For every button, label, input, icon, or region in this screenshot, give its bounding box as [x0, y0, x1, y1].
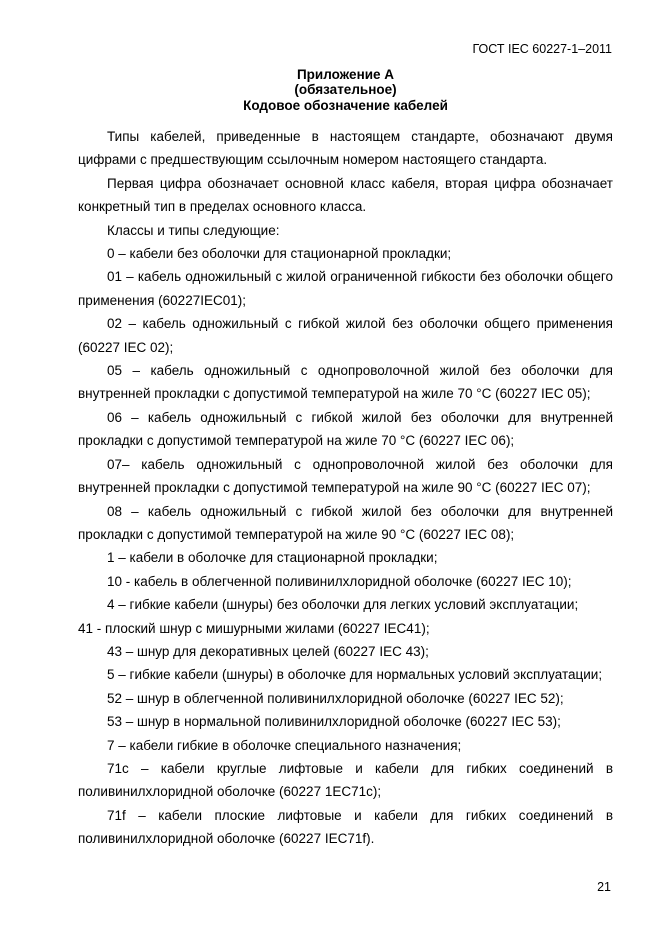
- paragraph: Первая цифра обозначает основной класс кабеля, вторая цифра обозначает конкретный тип в пределах основного класса.: [78, 175, 613, 215]
- class-item: 7 – кабели гибкие в оболочке специального назначения;: [107, 737, 462, 753]
- type-item: 10 - кабель в облегченной поливинилхлоридной оболочке (60227 IEC 10);: [107, 573, 572, 589]
- class-item: 5 – гибкие кабели (шнуры) в оболочке для нормальных условий эксплуатации;: [107, 667, 603, 683]
- type-item: 71f – кабели плоские лифтовые и кабели для гибких соединений в поливинилхлоридной оболочке (60227 IEC71f).: [78, 807, 613, 847]
- type-item: 52 – шнур в облегченной поливинилхлоридной оболочке (60227 IEC 52);: [107, 690, 564, 706]
- paragraph: Типы кабелей, приведенные в настоящем стандарте, обозначают двумя цифрами с предшествующим ссылочным номером настоящего стандарта.: [78, 129, 613, 168]
- type-item: 06 – кабель одножильный с гибкой жилой без оболочки для внутренней прокладки с допустимой температурой на жиле 70 °С (60227 IEC 06);: [78, 409, 613, 449]
- page-number: 21: [597, 880, 611, 894]
- type-item: 53 – шнур в нормальной поливинилхлоридной оболочке (60227 IEC 53);: [107, 714, 561, 730]
- type-item: 43 – шнур для декоративных целей (60227 IEC 43);: [107, 643, 429, 659]
- paragraph: Классы и типы следующие:: [107, 222, 280, 238]
- type-item: 71c – кабели круглые лифтовые и кабели для гибких соединений в поливинилхлоридной оболочке (60227 1EC71c);: [78, 760, 613, 800]
- class-item: 1 – кабели в оболочке для стационарной прокладки;: [107, 550, 438, 566]
- document-code: ГОСТ IEC 60227-1–2011: [472, 42, 612, 56]
- appendix-body: [78, 125, 613, 851]
- appendix-status: (обязательное): [294, 82, 397, 97]
- type-item: 02 – кабель одножильный с гибкой жилой без оболочки общего применения (60227 IEC 02);: [78, 316, 613, 355]
- type-item: 08 – кабель одножильный с гибкой жилой без оболочки для внутренней прокладки с допустимой температурой на жиле 90 °С (60227 IEC 08);: [78, 503, 613, 542]
- class-item: 4 – гибкие кабели (шнуры) без оболочки для легких условий эксплуатации;: [107, 597, 579, 613]
- appendix-title: Приложение А: [296, 67, 395, 82]
- type-item: 41 - плоский шнур с мишурными жилами (60227 IEC41);: [78, 620, 430, 636]
- type-item: 05 – кабель одножильный с однопроволочной жилой без оболочки для внутренней прокладки с допустимой температурой на жиле 70 °С (60227 IEC 05);: [78, 363, 613, 402]
- appendix-subtitle: Кодовое обозначение кабелей: [243, 98, 448, 113]
- type-item: 07– кабель одножильный с однопроволочной жилой без оболочки для внутренней прокладки с допустимой температурой на жиле 90 °С (60227 IEC 07);: [78, 456, 613, 496]
- type-item: 01 – кабель одножильный с жилой ограниченной гибкости без оболочки общего применения (60227IEC01);: [78, 269, 613, 308]
- class-item: 0 – кабели без оболочки для стационарной прокладки;: [107, 246, 452, 262]
